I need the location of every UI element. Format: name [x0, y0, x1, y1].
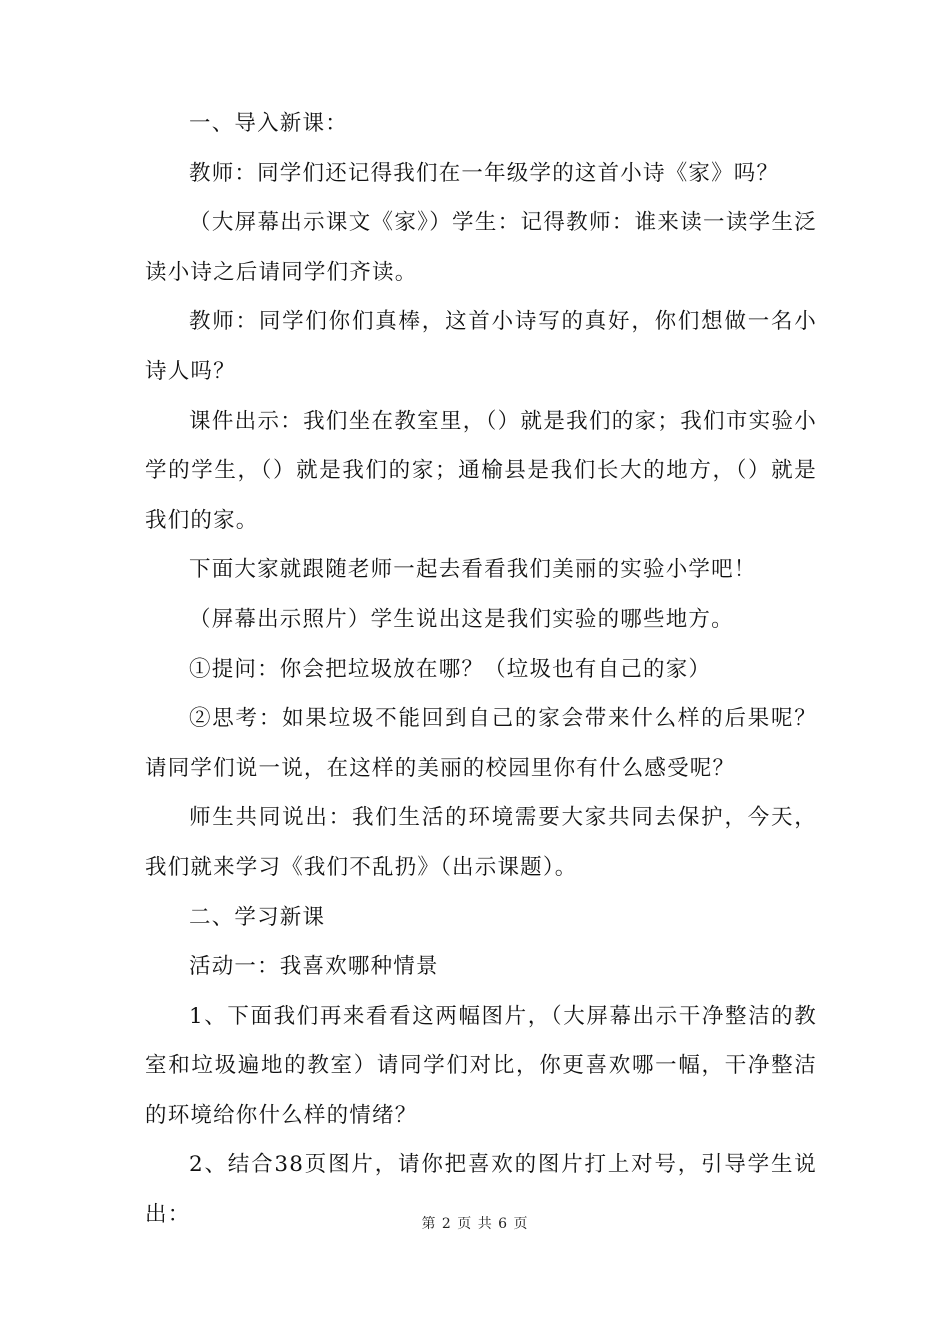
paragraph: ①提问：你会把垃圾放在哪？（垃圾也有自己的家）: [189, 656, 712, 682]
paragraph: 师生共同说出：我们生活的环境需要大家共同去保护，今天，我们就来学习《我们不乱扔》（出示课题）。: [145, 805, 817, 880]
paragraph: 教师：同学们还记得我们在一年级学的这首小诗《家》吗？: [189, 160, 780, 186]
document-body: [145, 99, 817, 1240]
paragraph-heading-intro: 一、导入新课：: [189, 111, 348, 136]
paragraph: 下面大家就跟随老师一起去看看我们美丽的实验小学吧！: [189, 557, 757, 583]
paragraph-heading-new-lesson: 二、学习新课: [189, 904, 326, 930]
page-number-footer: 第 2 页 共 6 页: [421, 1216, 529, 1232]
paragraph-activity-title: 活动一：我喜欢哪种情景: [189, 954, 439, 980]
paragraph: 教师：同学们你们真棒，这首小诗写的真好，你们想做一名小诗人吗？: [145, 309, 817, 384]
paragraph: 1、下面我们再来看看这两幅图片，（大屏幕出示干净整洁的教室和垃圾遍地的教室）请同学们对比，你更喜欢哪一幅，干净整洁的环境给你什么样的情绪？: [145, 1003, 817, 1128]
paragraph: （屏幕出示照片）学生说出这是我们实验的哪些地方。: [189, 606, 734, 632]
paragraph: ②思考：如果垃圾不能回到自己的家会带来什么样的后果呢？请同学们说一说，在这样的美丽的校园里你有什么感受呢？: [145, 706, 817, 781]
paragraph: 课件出示：我们坐在教室里，（）就是我们的家；我们市实验小学的学生，（）就是我们的家；通榆县是我们长大的地方，（）就是我们的家。: [145, 408, 817, 533]
paragraph: 2、结合38页图片，请你把喜欢的图片打上对号，引导学生说出：: [145, 1152, 817, 1228]
paragraph: （大屏幕出示课文《家》）学生：记得教师：谁来读一读学生泛读小诗之后请同学们齐读。: [145, 210, 817, 285]
